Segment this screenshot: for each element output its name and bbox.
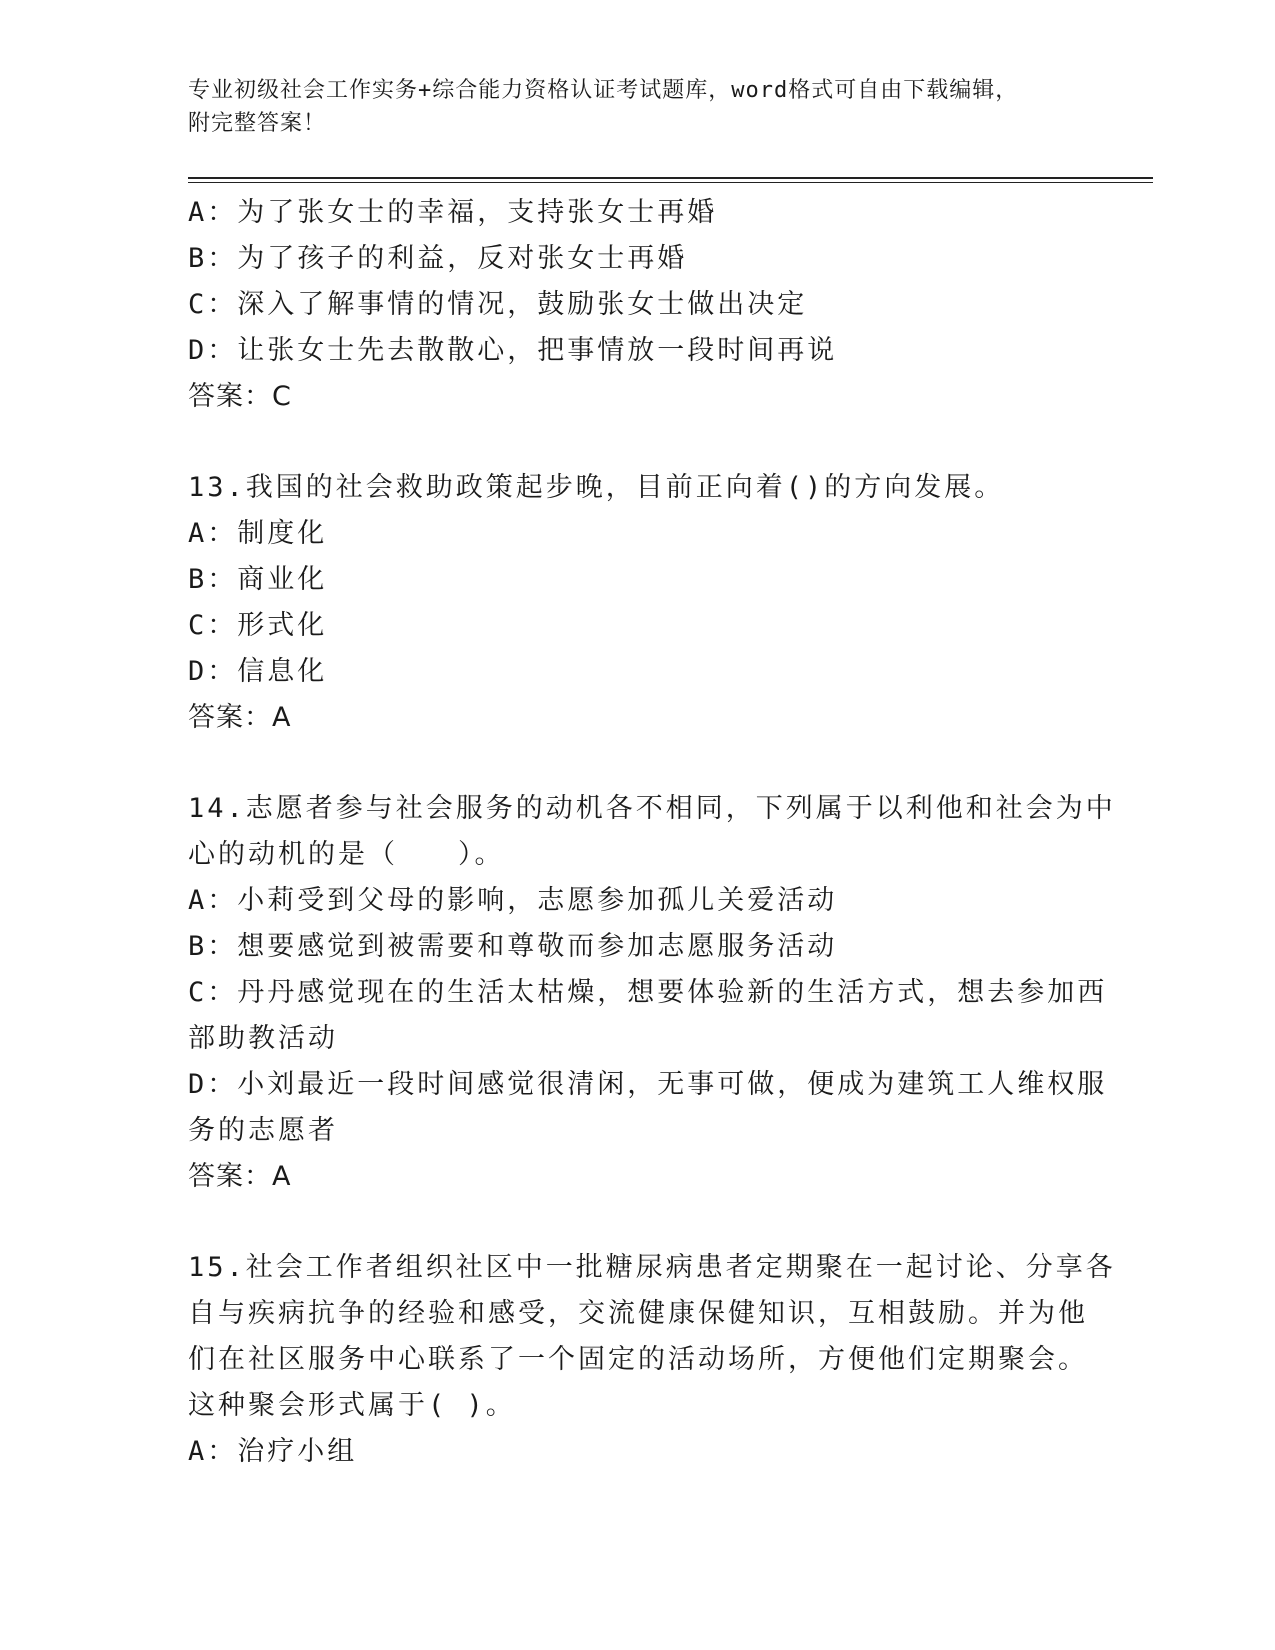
option-b: B：想要感觉到被需要和尊敬而参加志愿服务活动 xyxy=(188,931,838,962)
option-a: A：制度化 xyxy=(188,518,328,549)
header-line-2: 附完整答案！ xyxy=(188,111,327,136)
spacer xyxy=(188,1200,1078,1245)
option-b: B：为了孩子的利益，反对张女士再婚 xyxy=(188,243,688,274)
header-divider-thin xyxy=(188,182,1153,183)
question-15 xyxy=(188,1245,1116,1475)
option-a: A：为了张女士的幸福，支持张女士再婚 xyxy=(188,197,718,228)
question-stem-line-4: 这种聚会形式属于( )。 xyxy=(188,1390,516,1421)
option-a: A：小莉受到父母的影响，志愿参加孤儿关爱活动 xyxy=(188,885,838,916)
question-stem-line-2: 自与疾病抗争的经验和感受，交流健康保健知识，互相鼓励。并为他 xyxy=(188,1298,1088,1329)
question-stem-line-1: 15.社会工作者组织社区中一批糖尿病患者定期聚在一起讨论、分享各 xyxy=(188,1252,1116,1283)
question-14 xyxy=(188,786,1116,1200)
option-a: A：治疗小组 xyxy=(188,1436,358,1467)
option-d-line-1: D：小刘最近一段时间感觉很清闲，无事可做，便成为建筑工人维权服 xyxy=(188,1069,1108,1100)
question-stem-line-3: 们在社区服务中心联系了一个固定的活动场所，方便他们定期聚会。 xyxy=(188,1344,1088,1375)
header-divider-thick xyxy=(188,177,1153,179)
option-d: D：让张女士先去散散心，把事情放一段时间再说 xyxy=(188,335,838,366)
answer: 答案：A xyxy=(188,1161,292,1192)
question-list xyxy=(188,190,1116,1475)
question-stem-line-1: 14.志愿者参与社会服务的动机各不相同，下列属于以利他和社会为中 xyxy=(188,793,1116,824)
question-stem: 13.我国的社会救助政策起步晚，目前正向着()的方向发展。 xyxy=(188,472,1005,503)
option-c-line-1: C：丹丹感觉现在的生活太枯燥，想要体验新的生活方式，想去参加西 xyxy=(188,977,1108,1008)
question-stem-line-2: 心的动机的是（ ）。 xyxy=(188,839,505,870)
answer: 答案：A xyxy=(188,702,292,733)
option-c-line-2: 部助教活动 xyxy=(188,1023,338,1054)
spacer xyxy=(188,420,1078,465)
option-c: C：深入了解事情的情况，鼓励张女士做出决定 xyxy=(188,289,808,320)
option-c: C：形式化 xyxy=(188,610,328,641)
document-header xyxy=(188,74,1088,140)
header-line-1: 专业初级社会工作实务+综合能力资格认证考试题库，word格式可自由下载编辑， xyxy=(188,78,1019,103)
option-d: D：信息化 xyxy=(188,656,328,687)
answer: 答案：C xyxy=(188,381,292,412)
spacer xyxy=(188,741,1078,786)
option-d-line-2: 务的志愿者 xyxy=(188,1115,338,1146)
question-13 xyxy=(188,465,1078,741)
option-b: B：商业化 xyxy=(188,564,328,595)
question-12 xyxy=(188,190,1078,420)
